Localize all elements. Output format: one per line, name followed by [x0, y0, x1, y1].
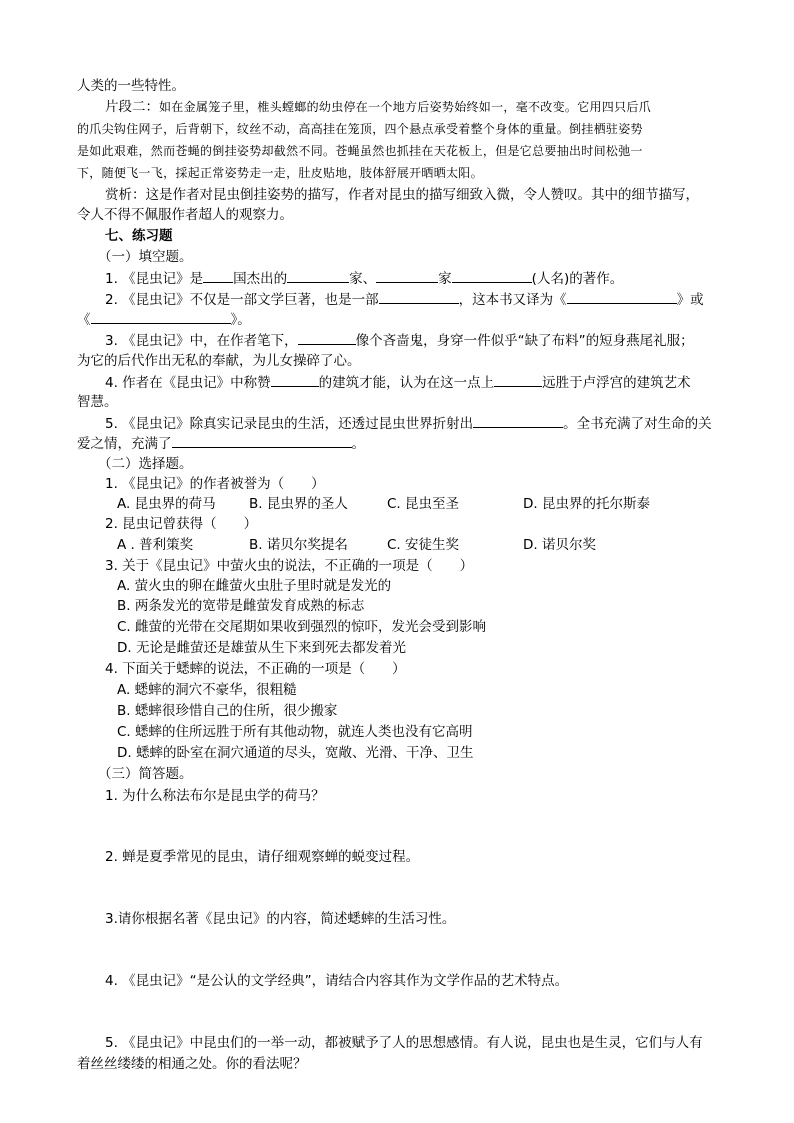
fill-question-5: 5. 《昆虫记》除真实记录昆虫的生活，还透过昆虫世界折射出 。全书充满了对生命的关: [77, 413, 721, 434]
appreciation-line-1: 赏析：这是作者对昆虫倒挂姿势的描写，作者对昆虫的描写细致入微，令人赞叹。其中的细节描写，: [105, 187, 699, 203]
section-title: 七、练习题: [105, 228, 173, 244]
fill-question-4-cont: 智慧。: [77, 394, 118, 410]
answer-blank[interactable]: [298, 330, 356, 345]
excerpt-two-text: 如在金属笼子里，椎头螳螂的幼虫停在一个地方后姿势始终如一，毫不改变。它用四只后爪: [159, 100, 652, 114]
answer-blank[interactable]: [203, 268, 233, 283]
fill-question-2: 2. 《昆虫记》不仅是一部文学巨著，也是一部 ，这本书又译为《 》或: [77, 289, 721, 310]
answer-blank[interactable]: [287, 268, 349, 283]
option-a[interactable]: A . 普利策奖: [117, 537, 194, 553]
option-d[interactable]: D. 昆虫界的托尔斯泰: [523, 496, 650, 512]
fill-question-5-cont: 爱之情，充满了 。: [77, 433, 721, 454]
option-c[interactable]: C. 安徒生奖: [387, 537, 460, 553]
answer-blank[interactable]: [91, 309, 231, 324]
option-c[interactable]: C. 蟋蟀的住所远胜于所有其他动物，就连人类也没有它高明: [117, 724, 473, 740]
short-question-5-cont: 着丝丝缕缕的相通之处。你的看法呢？: [77, 1056, 307, 1072]
short-question-2: 2. 蝉是夏季常见的昆虫，请仔细观察蝉的蜕变过程。: [105, 849, 420, 865]
option-a[interactable]: A. 萤火虫的卵在雌萤火虫肚子里时就是发光的: [117, 578, 392, 594]
answer-blank[interactable]: [379, 289, 459, 304]
option-b[interactable]: B. 两条发光的宽带是雌萤发育成熟的标志: [117, 598, 365, 614]
option-c[interactable]: C. 昆虫至圣: [387, 496, 460, 512]
answer-blank[interactable]: [567, 289, 677, 304]
excerpt-two-line-4: 下，随便飞一飞，採起正常姿势走一走，肚皮贴地，肢体舒展开晒晒太阳。: [77, 166, 483, 180]
choice-question-3: 3. 关于《昆虫记》中萤火虫的说法，不正确的一项是（ ）: [105, 558, 474, 574]
choice-heading: （二）选择题。: [98, 456, 193, 472]
option-a[interactable]: A. 昆虫界的荷马: [117, 496, 216, 512]
answer-blank[interactable]: [473, 413, 563, 428]
short-question-4: 4. 《昆虫记》“是公认的文学经典”，请结合内容其作为文学作品的艺术特点。: [105, 973, 569, 989]
choice-question-2: 2. 昆虫记曾获得（ ）: [105, 516, 258, 532]
fill-question-2-cont: 《 》。: [77, 309, 721, 330]
fill-question-1: 1. 《昆虫记》是 国杰出的 家、 家 (人名)的著作。: [77, 268, 721, 289]
short-question-3: 3.请你根据名著《昆虫记》的内容，简述蟋蟀的生活习性。: [105, 911, 456, 927]
fill-question-3: 3. 《昆虫记》中，在作者笔下， 像个吝啬鬼，身穿一件似乎“缺了布料”的短身燕尾礼服；: [77, 330, 721, 351]
excerpt-two-label: 片段二：: [105, 99, 159, 115]
option-d[interactable]: D. 无论是雌萤还是雄萤从生下来到死去都发着光: [117, 640, 406, 656]
short-question-5: 5. 《昆虫记》中昆虫们的一举一动，都被赋予了人的思想感情。有人说，昆虫也是生灵，它们与人有: [105, 1035, 703, 1051]
option-d[interactable]: D. 诺贝尔奖: [523, 537, 596, 553]
option-c[interactable]: C. 雌萤的光带在交尾期如果收到强烈的惊吓，发光会受到影响: [117, 619, 487, 635]
fill-question-4: 4. 作者在《昆虫记》中称赞 的建筑才能，认为在这一点上 远胜于卢浮宫的建筑艺术: [77, 372, 721, 393]
excerpt-two-line-1: [77, 97, 721, 117]
excerpt-two-line-3: 是如此艰难，然而苍蝇的倒挂姿势却截然不同。苍蝇虽然也抓挂在天花板上，但是它总要抽出时间松弛一: [77, 144, 643, 158]
option-b[interactable]: B. 昆虫界的圣人: [249, 496, 348, 512]
fill-question-3-cont: 为它的后代作出无私的奉献，为儿女操碎了心。: [77, 353, 361, 369]
answer-blank[interactable]: [271, 372, 319, 387]
excerpt-two-line-2: 的爪尖钩住网子，后背朝下，纹丝不动，高高挂在笼顶，四个悬点承受着整个身体的重量。倒挂栖驻姿势: [77, 122, 643, 136]
answer-blank[interactable]: [376, 268, 438, 283]
option-a[interactable]: A. 蟋蟀的洞穴不豪华，很粗糙: [117, 682, 297, 698]
option-b[interactable]: B. 诺贝尔奖提名: [249, 537, 348, 553]
appreciation-line-2: 令人不得不佩服作者超人的观察力。: [77, 207, 293, 223]
answer-blank[interactable]: [172, 433, 352, 448]
option-b[interactable]: B. 蟋蟀很珍惜自己的住所，很少搬家: [117, 703, 338, 719]
fill-heading: （一）填空题。: [98, 249, 193, 265]
intro-line: 人类的一些特性。: [77, 78, 185, 94]
short-question-1: 1. 为什么称法布尔是昆虫学的荷马？: [105, 788, 325, 804]
answer-blank[interactable]: [494, 372, 542, 387]
short-answer-heading: （三）简答题。: [98, 766, 193, 782]
choice-question-4: 4. 下面关于蟋蟀的说法，不正确的一项是（ ）: [105, 661, 406, 677]
answer-blank[interactable]: [452, 268, 532, 283]
choice-question-1: 1. 《昆虫记》的作者被誉为（ ）: [105, 476, 325, 492]
option-d[interactable]: D. 蟋蟀的卧室在洞穴通道的尽头，宽敞、光滑、干净、卫生: [117, 745, 474, 761]
